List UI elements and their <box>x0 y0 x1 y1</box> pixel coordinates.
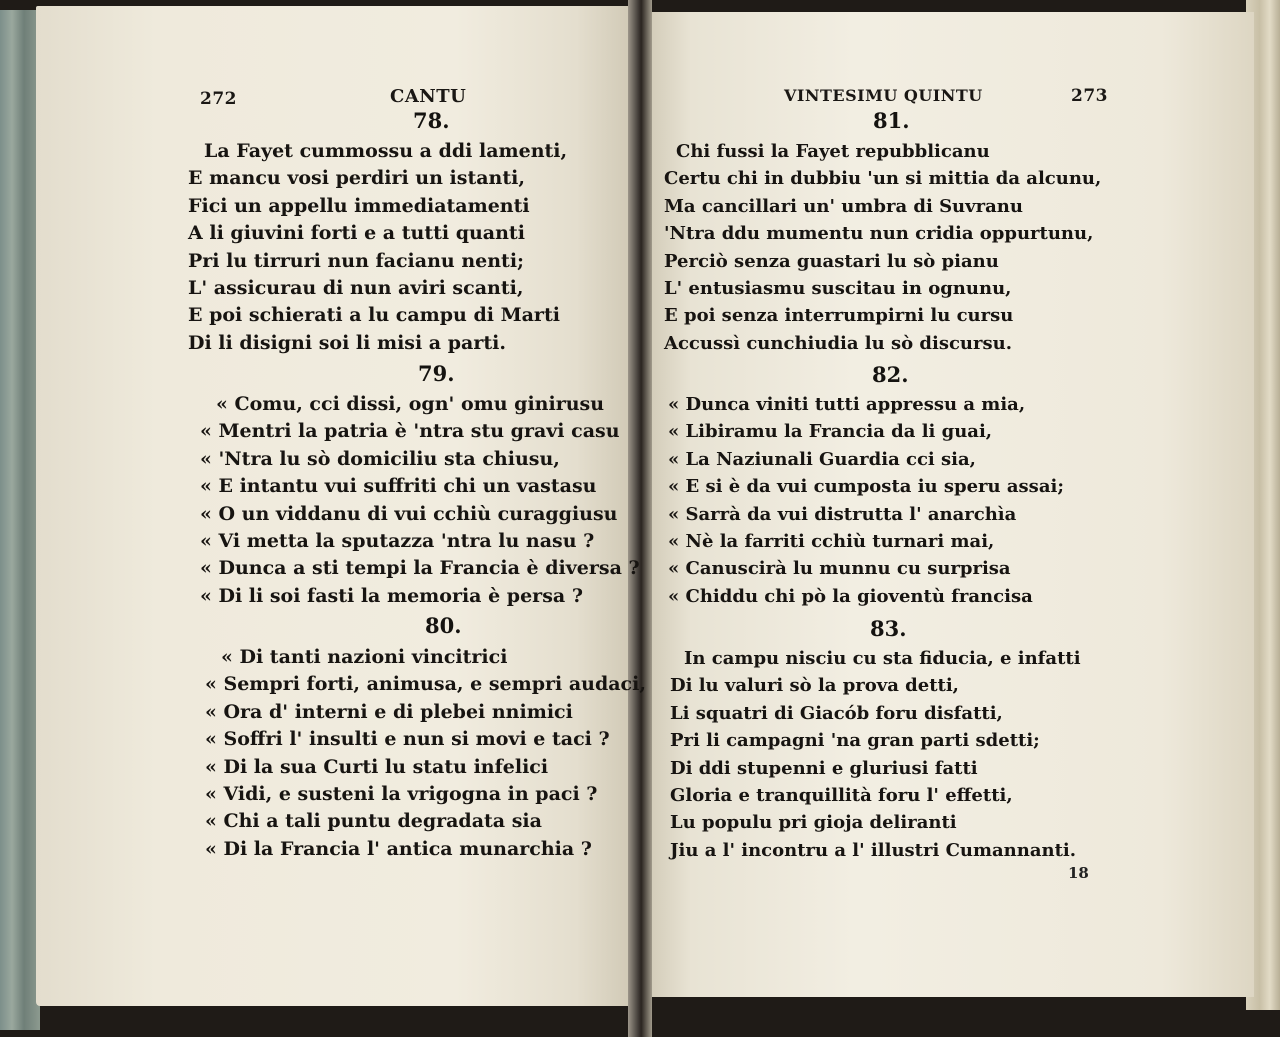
verse-line: La Fayet cummossu a ddi lamenti, <box>204 140 568 162</box>
verse-line: E poi senza interrumpirni lu cursu <box>664 305 1014 327</box>
stanza-number: 83. <box>870 616 907 641</box>
stanza-number: 79. <box>418 361 455 386</box>
stanza-81 <box>664 138 1101 357</box>
stanza-82 <box>668 391 1064 610</box>
verse-line: « Sempri forti, animusa, e sempri audaci, <box>205 673 646 696</box>
signature-mark: 18 <box>1068 864 1089 882</box>
verse-line: « 'Ntra lu sò domiciliu sta chiusu, <box>200 447 560 470</box>
verse-line: « Comu, cci dissi, ogn' omu ginirusu <box>216 393 605 415</box>
verse-line: E mancu vosi perdiri un istanti, <box>188 167 525 190</box>
verse-line: « Canuscirà lu munnu cu surprisa <box>668 558 1011 580</box>
verse-line: « Libiramu la Francia da li guai, <box>668 421 993 443</box>
verse-line: « La Naziunali Guardia cci sia, <box>668 448 976 470</box>
verse-line: In campu nisciu cu sta fiducia, e infatti <box>684 648 1081 669</box>
verse-line: Pri lu tirruri nun facianu nenti; <box>188 249 525 272</box>
verse-line: « Soffri l' insulti e nun si movi e taci ? <box>205 728 610 751</box>
verse-line: Di lu valuri sò la prova detti, <box>670 675 959 697</box>
verse-line: « Dunca a sti tempi la Francia è diversa ? <box>200 557 640 580</box>
verse-line: L' entusiasmu suscitau in ognunu, <box>664 278 1012 300</box>
verse-line: Gloria e tranquillità foru l' effetti, <box>670 785 1013 807</box>
verse-line: « Vidi, e susteni la vrigogna in paci ? <box>205 783 598 806</box>
verse-line: « Di tanti nazioni vincitrici <box>221 646 508 668</box>
verse-line: « Vi metta la sputazza 'ntra lu nasu ? <box>200 530 595 553</box>
verse-line: Pri li campagni 'na gran parti sdetti; <box>670 730 1040 752</box>
running-head-right: VINTESIMU QUINTU <box>784 86 983 105</box>
running-head-left: CANTU <box>390 86 467 107</box>
verse-line: « Sarrà da vui distrutta l' anarchìa <box>668 503 1017 525</box>
verse-line: Certu chi in dubbiu 'un si mittia da alcunu, <box>664 168 1102 190</box>
verse-line: « Di li soi fasti la memoria è persa ? <box>200 584 583 607</box>
verse-line: « Nè la farriti cchiù turnari mai, <box>668 531 995 553</box>
verse-line: A li giuvini forti e a tutti quanti <box>188 222 525 245</box>
verse-line: Perciò senza guastari lu sò pianu <box>664 250 999 272</box>
verse-line: « E si è da vui cumposta iu speru assai; <box>668 476 1064 498</box>
stanza-number: 80. <box>425 613 462 638</box>
page-number-right: 273 <box>1071 86 1108 106</box>
verse-line: « Mentri la patria è 'ntra stu gravi casu <box>200 420 620 443</box>
verse-line: « Di la sua Curti lu statu infelici <box>205 755 549 778</box>
stanza-number: 78. <box>413 108 450 133</box>
book-edge-left <box>0 10 40 1030</box>
verse-line: « Di la Francia l' antica munarchia ? <box>205 837 592 860</box>
verse-line: 'Ntra ddu mumentu nun cridia oppurtunu, <box>664 223 1094 245</box>
verse-line: « Ora d' interni e di plebei nnimici <box>205 700 573 723</box>
verse-line: Fici un appellu immediatamenti <box>188 194 530 217</box>
verse-line: Chi fussi la Fayet repubblicanu <box>676 141 990 162</box>
stanza-80 <box>205 644 646 863</box>
stanza-83 <box>670 645 1081 864</box>
verse-line: E poi schierati a lu campu di Marti <box>188 304 560 327</box>
verse-line: « Chiddu chi pò la gioventù francisa <box>668 585 1033 607</box>
stanza-number: 82. <box>872 362 909 387</box>
verse-line: Accussì cunchiudia lu sò discursu. <box>664 332 1012 354</box>
verse-line: Jiu a l' incontru a l' illustri Cumannanti. <box>670 839 1077 861</box>
verse-line: L' assicurau di nun aviri scanti, <box>188 277 524 300</box>
stanza-79 <box>200 391 640 610</box>
verse-line: « Chi a tali puntu degradata sia <box>205 810 542 833</box>
stanza-number: 81. <box>873 108 910 133</box>
verse-line: Di ddi stupenni e gluriusi fatti <box>670 757 978 779</box>
verse-line: « E intantu vui suffriti chi un vastasu <box>200 475 597 498</box>
stanza-78 <box>188 138 567 357</box>
verse-line: Li squatri di Giacób foru disfatti, <box>670 702 1003 724</box>
verse-line: Lu populu pri gioja deliranti <box>670 812 957 834</box>
verse-line: Ma cancillari un' umbra di Suvranu <box>664 195 1023 217</box>
page-number-left: 272 <box>200 89 237 109</box>
verse-line: « Dunca viniti tutti appressu a mia, <box>668 394 1026 415</box>
verse-line: Di li disigni soi li misi a parti. <box>188 331 506 354</box>
verse-line: « O un viddanu di vui cchiù curaggiusu <box>200 502 618 525</box>
